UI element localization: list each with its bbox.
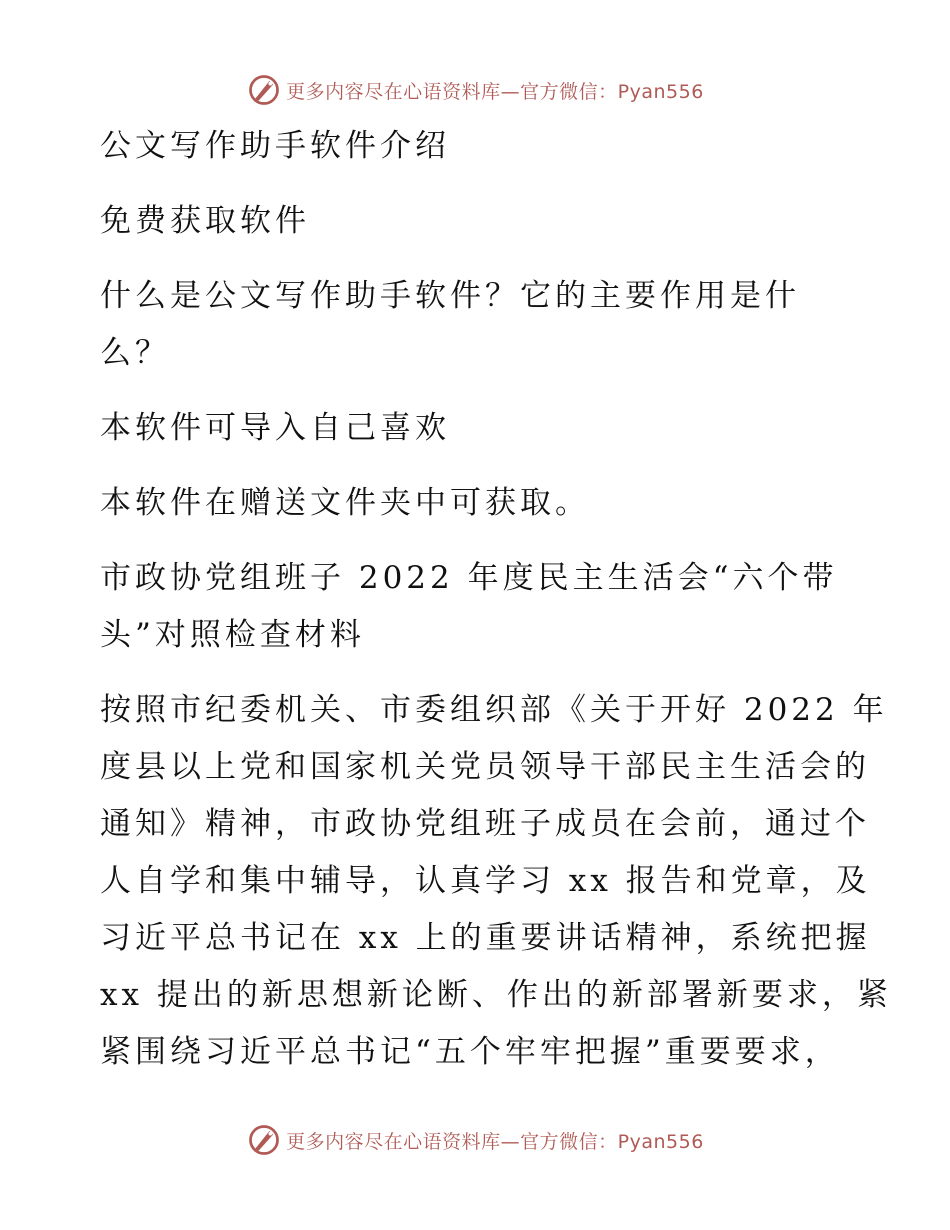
document-body bbox=[100, 118, 892, 1081]
watermark-footer bbox=[0, 1120, 950, 1160]
watermark-text: 更多内容尽在心语资料库—官方微信：Pyan556 bbox=[286, 80, 704, 103]
doc-paragraph-line: 紧围绕习近平总书记“五个牢牢把握”重要要求， bbox=[100, 1034, 840, 1070]
pen-nib-circle-icon bbox=[246, 72, 282, 108]
doc-heading-2: 头”对照检查材料 bbox=[100, 617, 365, 653]
doc-paragraph-line: 习近平总书记在 xx 上的重要讲话精神，系统把握 bbox=[100, 920, 871, 956]
doc-line-question-2: 么？ bbox=[100, 335, 170, 371]
doc-paragraph-line: xx 提出的新思想新论断、作出的新部署新要求，紧 bbox=[100, 977, 892, 1013]
doc-line-title: 公文写作助手软件介绍 bbox=[100, 128, 450, 164]
doc-paragraph-line: 按照市纪委机关、市委组织部《关于开好 2022 年 bbox=[100, 692, 888, 728]
doc-line-free: 免费获取软件 bbox=[100, 203, 310, 239]
pen-nib-circle-icon bbox=[246, 1122, 282, 1158]
watermark-header bbox=[0, 70, 950, 110]
doc-heading-1: 市政协党组班子 2022 年度民主生活会“六个带 bbox=[100, 560, 838, 596]
doc-line-folder: 本软件在赠送文件夹中可获取。 bbox=[100, 485, 590, 521]
doc-paragraph-line: 度县以上党和国家机关党员领导干部民主生活会的 bbox=[100, 749, 870, 785]
doc-paragraph-line: 人自学和集中辅导，认真学习 xx 报告和党章，及 bbox=[100, 863, 871, 899]
doc-line-import: 本软件可导入自己喜欢 bbox=[100, 410, 450, 446]
watermark-text: 更多内容尽在心语资料库—官方微信：Pyan556 bbox=[286, 1130, 704, 1153]
doc-paragraph-line: 通知》精神，市政协党组班子成员在会前，通过个 bbox=[100, 806, 870, 842]
doc-line-question-1: 什么是公文写作助手软件？它的主要作用是什 bbox=[100, 278, 800, 314]
